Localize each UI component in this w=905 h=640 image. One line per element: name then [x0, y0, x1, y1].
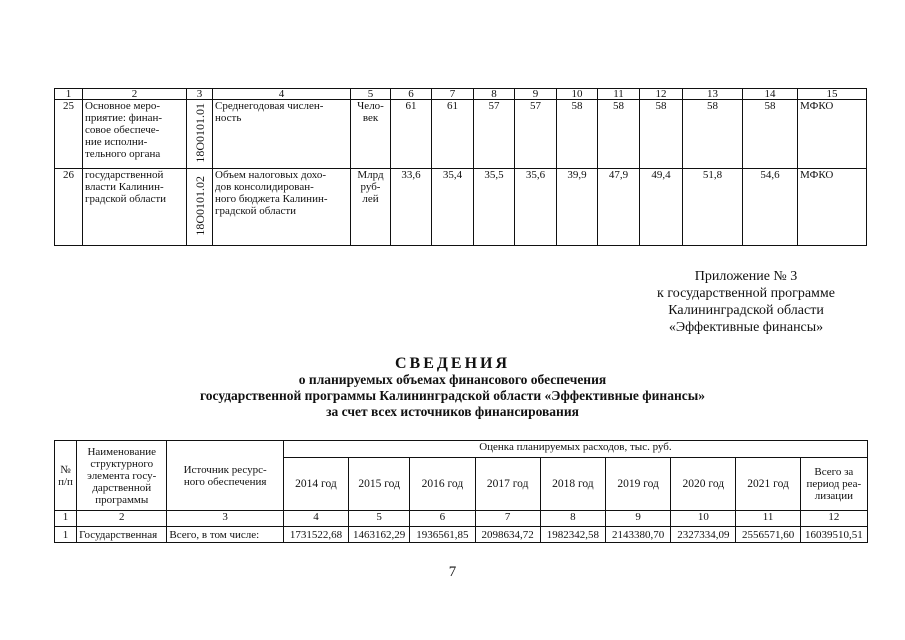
appendix-note: [657, 268, 835, 336]
text-line: ние исполни-: [85, 136, 148, 148]
amount-cell: 16039510,51: [800, 527, 867, 543]
title-line: о планируемых объемах финансового обеспечения: [298, 372, 607, 387]
year-header: 2020 год: [671, 458, 736, 511]
unit: [351, 169, 391, 246]
value-cell: 57: [515, 100, 557, 169]
header-cell: 15: [798, 89, 867, 100]
value-cell: 39,9: [557, 169, 598, 246]
unit: [351, 100, 391, 169]
text-line: лизации: [814, 490, 853, 502]
appendix-line: «Эффективные финансы»: [668, 320, 824, 335]
text-line: век: [362, 112, 379, 124]
text-line: элемента госу-: [87, 469, 157, 482]
table-row: [55, 527, 868, 543]
total-header: [800, 458, 867, 511]
value-cell: 54,6: [743, 169, 798, 246]
index-cell: 4: [283, 511, 348, 527]
table-header-row: [55, 89, 867, 100]
code-text: 18O0101.02: [192, 175, 207, 236]
index-cell: 6: [410, 511, 475, 527]
value-cell: 33,6: [391, 169, 432, 246]
value-cell: 61: [391, 100, 432, 169]
document-title: [0, 356, 905, 420]
header-cell: 6: [391, 89, 432, 100]
year-header: 2016 год: [410, 458, 475, 511]
index-cell: 2: [77, 511, 167, 527]
text-line: тельного органа: [85, 148, 161, 160]
year-header: 2017 год: [475, 458, 540, 511]
measure-code: [187, 169, 213, 246]
header-num: [55, 441, 77, 511]
funding-source: Всего, в том числе:: [167, 527, 283, 543]
text-line: государственной: [85, 169, 164, 181]
text-line: структурного: [90, 457, 154, 470]
header-group: Оценка планируемых расходов, тыс. руб.: [283, 441, 867, 458]
title-line: государственной программы Калининградской области «Эффективные финансы»: [199, 388, 706, 403]
value-cell: 58: [640, 100, 683, 169]
index-cell: 7: [475, 511, 540, 527]
table-row: [55, 100, 867, 169]
value-cell: 47,9: [598, 169, 640, 246]
amount-cell: 2098634,72: [475, 527, 540, 543]
index-cell: 8: [540, 511, 605, 527]
header-cell: 8: [474, 89, 515, 100]
text-line: Чело-: [357, 100, 384, 112]
year-header: 2014 год: [283, 458, 348, 511]
value-cell: 35,6: [515, 169, 557, 246]
header-cell: 14: [743, 89, 798, 100]
index-cell: 3: [167, 511, 283, 527]
header-cell: 5: [351, 89, 391, 100]
amount-cell: 2143380,70: [605, 527, 670, 543]
text-line: дов консолидирован-: [215, 181, 314, 193]
title-main: СВЕДЕНИЯ: [394, 355, 511, 372]
text-line: власти Калинин-: [85, 181, 164, 193]
value-cell: 35,5: [474, 169, 515, 246]
header-cell: 2: [83, 89, 187, 100]
text-line: совое обеспече-: [85, 124, 160, 136]
text-line: Основное меро-: [85, 100, 161, 112]
measure-name: [83, 169, 187, 246]
year-header: 2018 год: [540, 458, 605, 511]
amount-cell: 1982342,58: [540, 527, 605, 543]
code-text: 18O0101.01: [192, 102, 207, 163]
index-cell: 11: [736, 511, 800, 527]
value-cell: 49,4: [640, 169, 683, 246]
year-header: 2019 год: [605, 458, 670, 511]
header-cell: 12: [640, 89, 683, 100]
financing-table: [54, 440, 868, 543]
text-line: Объем налоговых дохо-: [215, 169, 327, 181]
text-line: приятие: финан-: [85, 112, 163, 124]
measure-code: [187, 100, 213, 169]
text-line: Среднегодовая числен-: [215, 100, 324, 112]
text-line: лей: [362, 193, 379, 205]
text-line: п/п: [58, 475, 73, 488]
appendix-line: Калининградской области: [668, 303, 824, 318]
text-line: градской области: [85, 193, 167, 205]
header-cell: 9: [515, 89, 557, 100]
header-cell: 11: [598, 89, 640, 100]
index-cell: 10: [671, 511, 736, 527]
element-name: Государственная: [77, 527, 167, 543]
amount-cell: 1731522,68: [283, 527, 348, 543]
header-source: [167, 441, 283, 511]
text-line: ного бюджета Калинин-: [215, 193, 328, 205]
value-cell: 58: [557, 100, 598, 169]
row-number: 1: [55, 527, 77, 543]
responsible-cell: МФКО: [798, 169, 867, 246]
amount-cell: 2327334,09: [671, 527, 736, 543]
amount-cell: 2556571,60: [736, 527, 800, 543]
header-cell: 4: [213, 89, 351, 100]
value-cell: 61: [432, 100, 474, 169]
header-cell: 10: [557, 89, 598, 100]
value-cell: 57: [474, 100, 515, 169]
year-header: 2015 год: [349, 458, 410, 511]
text-line: №: [60, 463, 71, 476]
indicators-table: [54, 88, 867, 246]
text-line: дарственной: [92, 481, 152, 494]
text-line: программы: [95, 493, 149, 506]
indicator-name: [213, 100, 351, 169]
header-cell: 3: [187, 89, 213, 100]
row-number: 25: [55, 100, 83, 169]
index-cell: 5: [349, 511, 410, 527]
appendix-line: Приложение № 3: [694, 269, 798, 284]
header-cell: 1: [55, 89, 83, 100]
value-cell: 58: [598, 100, 640, 169]
amount-cell: 1936561,85: [410, 527, 475, 543]
index-cell: 1: [55, 511, 77, 527]
appendix-line: к государственной программе: [657, 286, 835, 301]
value-cell: 58: [743, 100, 798, 169]
value-cell: 51,8: [683, 169, 743, 246]
table-row: [55, 169, 867, 246]
title-line: за счет всех источников финансирования: [326, 404, 579, 419]
index-row: [55, 511, 868, 527]
indicator-name: [213, 169, 351, 246]
value-cell: 35,4: [432, 169, 474, 246]
page-number: 7: [448, 564, 457, 580]
index-cell: 9: [605, 511, 670, 527]
text-line: градской области: [215, 205, 297, 217]
year-header: 2021 год: [736, 458, 800, 511]
table-header-row: [55, 441, 868, 458]
text-line: Наименование: [87, 445, 156, 458]
header-cell: 7: [432, 89, 474, 100]
row-number: 26: [55, 169, 83, 246]
text-line: Млрд: [357, 169, 384, 181]
text-line: Всего за: [814, 466, 854, 478]
text-line: руб-: [360, 181, 381, 193]
text-line: период реа-: [806, 478, 862, 490]
text-line: ность: [215, 112, 242, 124]
measure-name: [83, 100, 187, 169]
amount-cell: 1463162,29: [349, 527, 410, 543]
index-cell: 12: [800, 511, 867, 527]
value-cell: 58: [683, 100, 743, 169]
responsible-cell: МФКО: [798, 100, 867, 169]
header-cell: 13: [683, 89, 743, 100]
header-name: [77, 441, 167, 511]
text-line: ного обеспечения: [183, 475, 267, 488]
text-line: Источник ресурс-: [183, 463, 267, 476]
